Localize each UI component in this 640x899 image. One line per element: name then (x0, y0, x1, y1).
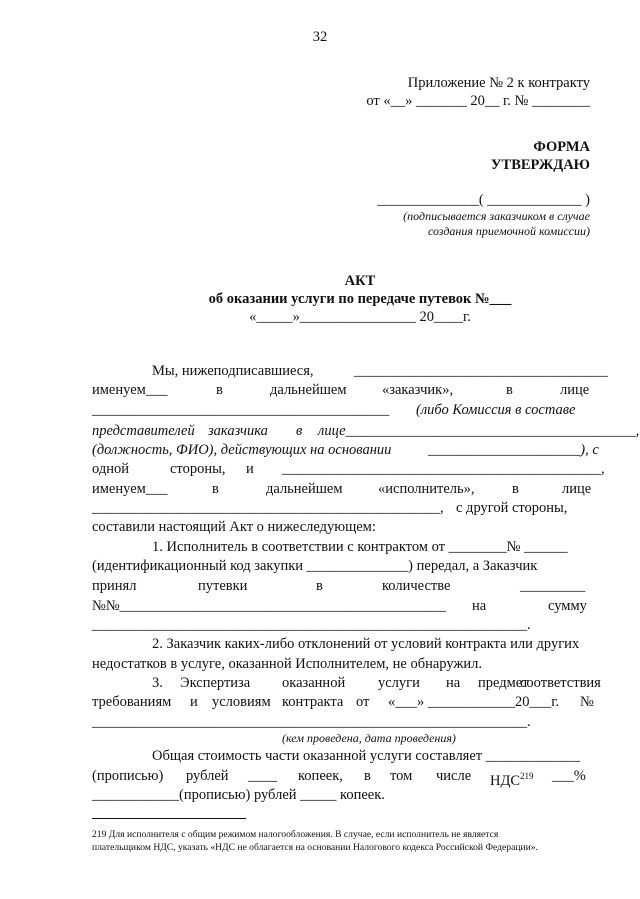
vat-label (490, 767, 534, 790)
word: заказчика (208, 423, 268, 439)
word: (прописью) (92, 768, 164, 784)
word: лице________________________________________, (318, 423, 640, 439)
word: в (212, 481, 219, 497)
word: «___» (388, 694, 425, 710)
word: на (446, 675, 461, 691)
basis-blank: _____________________), с (428, 442, 599, 458)
word: дальнейшем (270, 382, 347, 398)
drawn-up-text: составили настоящий Акт о нижеследующем: (92, 519, 376, 535)
word: и (246, 461, 254, 477)
word: в (216, 382, 223, 398)
act-subtitle: об оказании услуги по передаче путевок №___ (208, 291, 512, 307)
word: ____________20___г. (428, 694, 560, 710)
word: именуем___ (92, 382, 168, 398)
word: именуем___ (92, 481, 168, 497)
word: _________ (520, 578, 586, 594)
contract-date-line: от «__» _______ 20__ г. № ________ (366, 93, 590, 109)
appendix-reference: Приложение № 2 к контракту (407, 75, 590, 91)
footnote-line-2: плательщиком НДС, указать «НДС не облагается на основании Налогового кодекса Российской Федерации». (92, 842, 538, 853)
clause-1-line-1: 1. Исполнитель в соответствии с контрактом от ________№ ______ (152, 539, 568, 555)
act-date: «_____»________________ 20____г. (249, 309, 471, 325)
cost-line-1: Общая стоимость части оказанной услуги составляет _____________ (152, 748, 580, 764)
sum-blank: ____________________________________________________________. (92, 617, 531, 633)
word: лице (560, 382, 590, 398)
word: контракта (282, 694, 344, 710)
word: Экспертиза (180, 675, 251, 691)
word: принял (92, 578, 137, 594)
word: в (512, 481, 519, 497)
executor-blank: ________________________________________________, (92, 500, 444, 516)
word: сумму (548, 598, 587, 614)
position-note: (должность, ФИО), действующих на основании (92, 442, 392, 458)
word: 3. (152, 675, 163, 691)
act-title: АКТ (344, 273, 376, 289)
word: числе (436, 768, 472, 784)
word: оказанной (282, 675, 346, 691)
word: том (390, 768, 413, 784)
word: и (190, 694, 198, 710)
clause-2-line-1: 2. Заказчик каких-либо отклонений от условий контракта или других (152, 636, 580, 652)
word: количестве (382, 578, 451, 594)
word: от (356, 694, 370, 710)
word: в (364, 768, 371, 784)
word: лице (562, 481, 592, 497)
intro-blank: ___________________________________ (354, 363, 608, 379)
word: предмет (478, 675, 529, 691)
word: на (472, 598, 487, 614)
intro-we-undersigned: Мы, нижеподписавшиеся, (152, 363, 314, 379)
page-number: 32 (312, 29, 328, 45)
signature-note-1: (подписывается заказчиком в случае (403, 209, 590, 223)
word: копеек, (298, 768, 343, 784)
word: стороны, (170, 461, 226, 477)
signature-line: ______________( _____________ ) (377, 192, 590, 208)
footnote-text-1: Для исполнителя с общим режимом налогообложения. В случае, если исполнитель не является (108, 829, 499, 840)
footnote-ref: 219 (520, 771, 534, 781)
word: соответствия (520, 675, 601, 691)
expertise-note: (кем проведена, дата проведения) (282, 731, 456, 745)
footnote-number: 219 (92, 829, 107, 840)
signature-note-2: создания приемочной комиссии) (427, 224, 590, 238)
word: «исполнитель», (378, 481, 475, 497)
word: в (316, 578, 323, 594)
vat-percent-blank: ___% (552, 768, 586, 784)
vat-text: НДС (490, 772, 521, 789)
word: требованиям (92, 694, 172, 710)
word: дальнейшем (266, 481, 343, 497)
approve-title: УТВЕРЖДАЮ (490, 157, 590, 173)
clause-2-line-2: недостатков в услуге, оказанной Исполнителем, не обнаружил. (92, 656, 483, 672)
word: путевки (198, 578, 248, 594)
word: услуги (378, 675, 420, 691)
word: представителей (92, 423, 195, 439)
word: №№_____________________________________________ (92, 598, 446, 614)
other-side-text: с другой стороны, (456, 500, 568, 516)
word: «заказчик», (382, 382, 454, 398)
commission-note: (либо Комиссия в составе (416, 402, 576, 418)
word: ____________________________________________, (282, 461, 605, 477)
clause-1-line-2: (идентификационный код закупки ______________) передал, а Заказчик (92, 558, 538, 574)
expertise-blank: ____________________________________________________________. (92, 714, 531, 730)
word: одной (92, 461, 129, 477)
footnote-line-1 (92, 829, 498, 841)
footnote-separator (92, 818, 246, 819)
cost-line-3: ____________(прописью) рублей _____ копеек. (92, 787, 385, 803)
form-label: ФОРМА (533, 139, 590, 155)
word: в (296, 423, 303, 439)
word: в (506, 382, 513, 398)
word: рублей (186, 768, 229, 784)
word: № (580, 694, 594, 710)
word: ____ (248, 768, 277, 784)
word: условиям (212, 694, 271, 710)
representative-blank: _________________________________________ (92, 402, 390, 418)
